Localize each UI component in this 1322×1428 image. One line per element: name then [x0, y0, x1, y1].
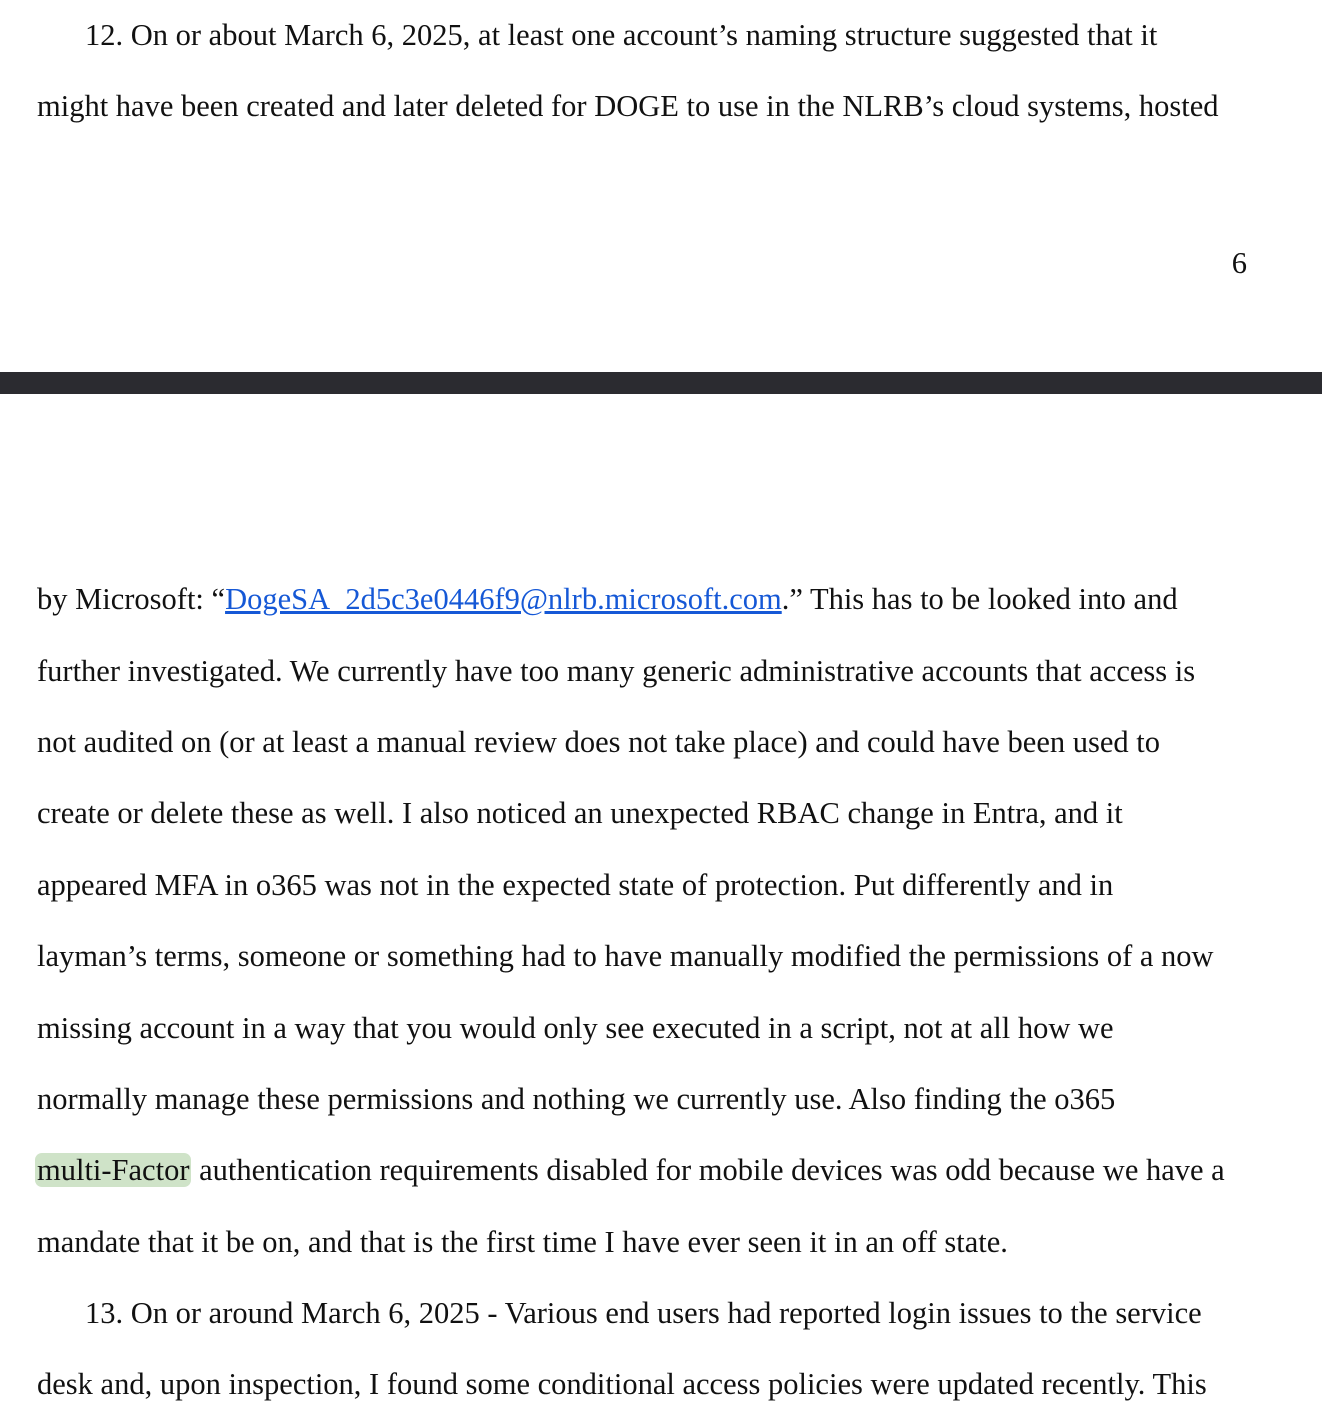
paragraph-line-highlighted — [37, 1152, 1225, 1188]
paragraph-13-line-2: desk and, upon inspection, I found some conditional access policies were updated recently. This — [37, 1367, 1207, 1401]
page-number: 6 — [1231, 246, 1247, 280]
paragraph-line: appeared MFA in o365 was not in the expected state of protection. Put differently and in — [37, 868, 1114, 902]
paragraph-line: normally manage these permissions and nothing we currently use. Also finding the o365 — [37, 1082, 1116, 1116]
text-before-link: by Microsoft: “ — [37, 582, 226, 616]
highlighted-text[interactable]: multi-Factor — [37, 1153, 190, 1187]
email-link[interactable]: DogeSA_2d5c3e0446f9@nlrb.microsoft.com — [225, 582, 782, 616]
paragraph-line: not audited on (or at least a manual review does not take place) and could have been used to — [37, 725, 1161, 759]
paragraph-12-closing-line: mandate that it be on, and that is the first time I have ever seen it in an off state. — [37, 1225, 1008, 1259]
paragraph-line: create or delete these as well. I also noticed an unexpected RBAC change in Entra, and it — [37, 796, 1123, 830]
text-after-link: .” This has to be looked into and — [781, 582, 1178, 616]
page-break-divider — [0, 372, 1322, 394]
text-after-highlight: authentication requirements disabled for mobile devices was odd because we have a — [191, 1153, 1225, 1187]
paragraph-12-line-2: might have been created and later deleted for DOGE to use in the NLRB’s cloud systems, hosted — [37, 89, 1219, 123]
paragraph-line: missing account in a way that you would only see executed in a script, not at all how we — [37, 1011, 1114, 1045]
paragraph-12-line-3 — [37, 581, 1178, 617]
paragraph-line: layman’s terms, someone or something had to have manually modified the permissions of a now — [37, 939, 1214, 973]
paragraph-13-line-1: 13. On or around March 6, 2025 - Various end users had reported login issues to the service — [85, 1296, 1202, 1330]
paragraph-line: further investigated. We currently have too many generic administrative accounts that access is — [37, 654, 1196, 688]
paragraph-12-line-1: 12. On or about March 6, 2025, at least one account’s naming structure suggested that it — [85, 18, 1158, 52]
